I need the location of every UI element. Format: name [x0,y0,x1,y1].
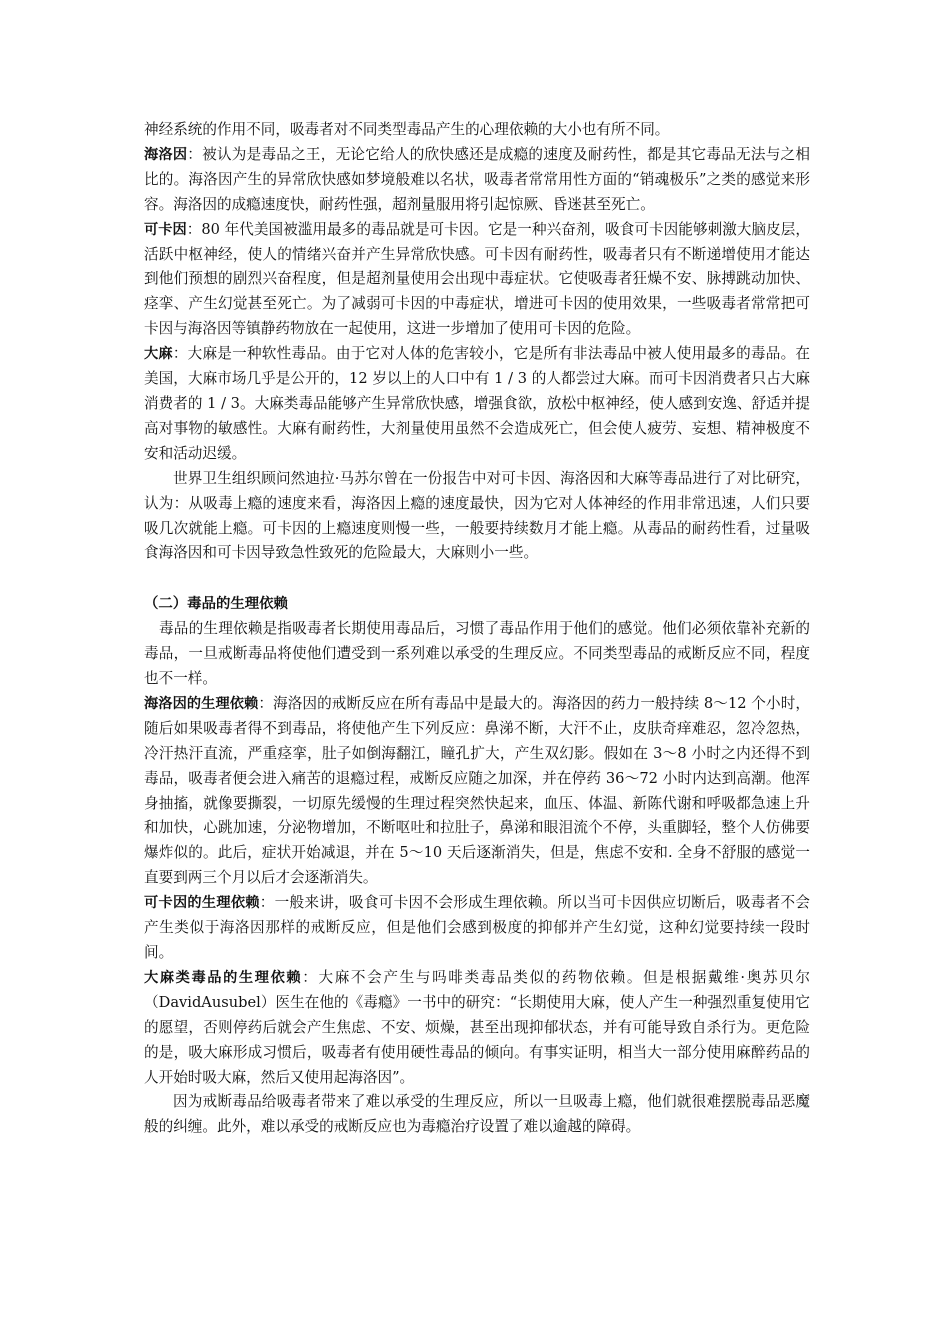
paragraph-text: ：大麻是一种软性毒品。由于它对人体的危害较小，它是所有非法毒品中被人使用最多的毒品。在美国，大麻市场几乎是公开的，12 岁以上的人口中有 1 / 3 的人都尝过大麻。而可卡因消费者只占大麻消费者的 1 / 3。大麻类毒品能够产生异常欣快感，增强食欲，放松中枢神经，使人感到安逸、舒适并提高对事物的敏感性。大麻有耐药性，大剂量使用虽然不会造成死亡，但会使人疲劳、妄想、精神极度不安和活动迟缓。 [144,345,810,462]
paragraph-psych-dependence-tail [144,118,810,143]
paragraph-closing [144,1090,810,1140]
paragraph-who-study [144,467,810,567]
paragraph-text: ：海洛因的戒断反应在所有毒品中是最大的。海洛因的药力一般持续 8～12 个小时，随后如果吸毒者得不到毒品，将使他产生下列反应：鼻涕不断，大汗不止，皮肤奇痒难忍，忽冷忽热，冷汗热汗直流，严重痉挛，肚子如倒海翻江，瞳孔扩大，产生双幻影。假如在 3～8 小时之内还得不到毒品，吸毒者便会进入痛苦的退瘾过程，戒断反应随之加深，并在停药 36～72 小时内达到高潮。他浑身抽搐，就像要撕裂，一切原先缓慢的生理过程突然快起来，血压、体温、新陈代谢和呼吸都急速上升和加快，心跳加速，分泌物增加，不断呕吐和拉肚子，鼻涕和眼泪流个不停，头重脚轻，整个人仿佛要爆炸似的。此后，症状开始减退，并在 5～10 天后逐渐消失，但是，焦虑不安和. 全身不舒服的感觉一直要到两三个月以后才会逐渐消失。 [144,694,810,887]
paragraph-text: 因为戒断毒品给吸毒者带来了难以承受的生理反应，所以一旦吸毒上瘾，他们就很难摆脱毒品恶魔般的纠缠。此外，难以承受的戒断反应也为毒瘾治疗设置了难以逾越的障碍。 [144,1093,810,1136]
paragraph-text: 神经系统的作用不同，吸毒者对不同类型毒品产生的心理依赖的大小也有所不同。 [144,121,670,138]
paragraph-cannabis-physiological [144,966,810,1091]
paragraph-physiological-intro [144,617,810,692]
paragraph-cannabis [144,342,810,467]
paragraph-text: 世界卫生组织顾问然迪拉·马苏尔曾在一份报告中对可卡因、海洛因和大麻等毒品进行了对比研究，认为：从吸毒上瘾的速度来看，海洛因上瘾的速度最快，因为它对人体神经的作用非常迅速，人们只要吸几次就能上瘾。可卡因的上瘾速度则慢一些，一般要持续数月才能上瘾。从毒品的耐药性看，过量吸食海洛因和可卡因导致急性致死的危险最大，大麻则小一些。 [144,469,810,562]
paragraph-text: 毒品的生理依赖是指吸毒者长期使用毒品后，习惯了毒品作用于他们的感觉。他们必须依靠补充新的毒品，一旦戒断毒品将使他们遭受到一系列难以承受的生理反应。不同类型毒品的戒断反应不同，程度也不一样。 [144,620,810,688]
paragraph-text: ：被认为是毒品之王，无论它给人的欣快感还是成瘾的速度及耐药性，都是其它毒品无法与之相比的。海洛因产生的异常欣快感如梦境般难以名状，吸毒者常常用性方面的“销魂极乐”之类的感觉来形容。海洛因的成瘾速度快，耐药性强，超剂量服用将引起惊厥、昏迷甚至死亡。 [144,145,810,213]
term-cocaine-physiological: 可卡因的生理依赖 [144,895,260,912]
paragraph-cocaine [144,218,810,343]
term-cocaine: 可卡因 [144,221,187,238]
document-page [144,118,810,1140]
paragraph-text: ：大麻不会产生与吗啡类毒品类似的药物依赖。但是根据戴维·奥苏贝尔（DavidAusubel）医生在他的《毒瘾》一书中的研究：“长期使用大麻，使人产生一种强烈重复使用它的愿望，否则停药后就会产生焦虑、不安、烦燥，甚至出现抑郁状态，并有可能导致自杀行为。更危险的是，吸大麻形成习惯后，吸毒者有使用硬性毒品的倾向。有事实证明，相当大一部分使用麻醉药品的人开始时吸大麻，然后又使用起海洛因”。 [144,968,810,1086]
paragraph-text: ：一般来讲，吸食可卡因不会形成生理依赖。所以当可卡因供应切断后，吸毒者不会产生类似于海洛因那样的戒断反应，但是他们会感到极度的抑郁并产生幻觉，这种幻觉要持续一段时间。 [144,894,810,961]
paragraph-heroin-physiological [144,692,810,891]
section-heading: （二）毒品的生理依赖 [144,596,288,613]
paragraph-cocaine-physiological [144,891,810,966]
term-cannabis: 大麻 [144,346,173,363]
term-heroin: 海洛因 [144,146,188,163]
term-cannabis-physiological: 大麻类毒品的生理依赖 [144,969,303,986]
paragraph-text: ：80 年代美国被滥用最多的毒品就是可卡因。它是一种兴奋剂，吸食可卡因能够刺激大脑皮层，活跃中枢神经，使人的情绪兴奋并产生异常欣快感。可卡因有耐药性，吸毒者只有不断递增使用才能达到他们预想的剧烈兴奋程度，但是超剂量使用会出现中毒症状。它使吸毒者狂燥不安、脉搏跳动加快、痉挛、产生幻觉甚至死亡。为了减弱可卡因的中毒症状，增进可卡因的使用效果，一些吸毒者常常把可卡因与海洛因等镇静药物放在一起使用，这进一步增加了使用可卡因的危险。 [144,220,810,338]
paragraph-heroin [144,143,810,218]
term-heroin-physiological: 海洛因的生理依赖 [144,695,259,712]
